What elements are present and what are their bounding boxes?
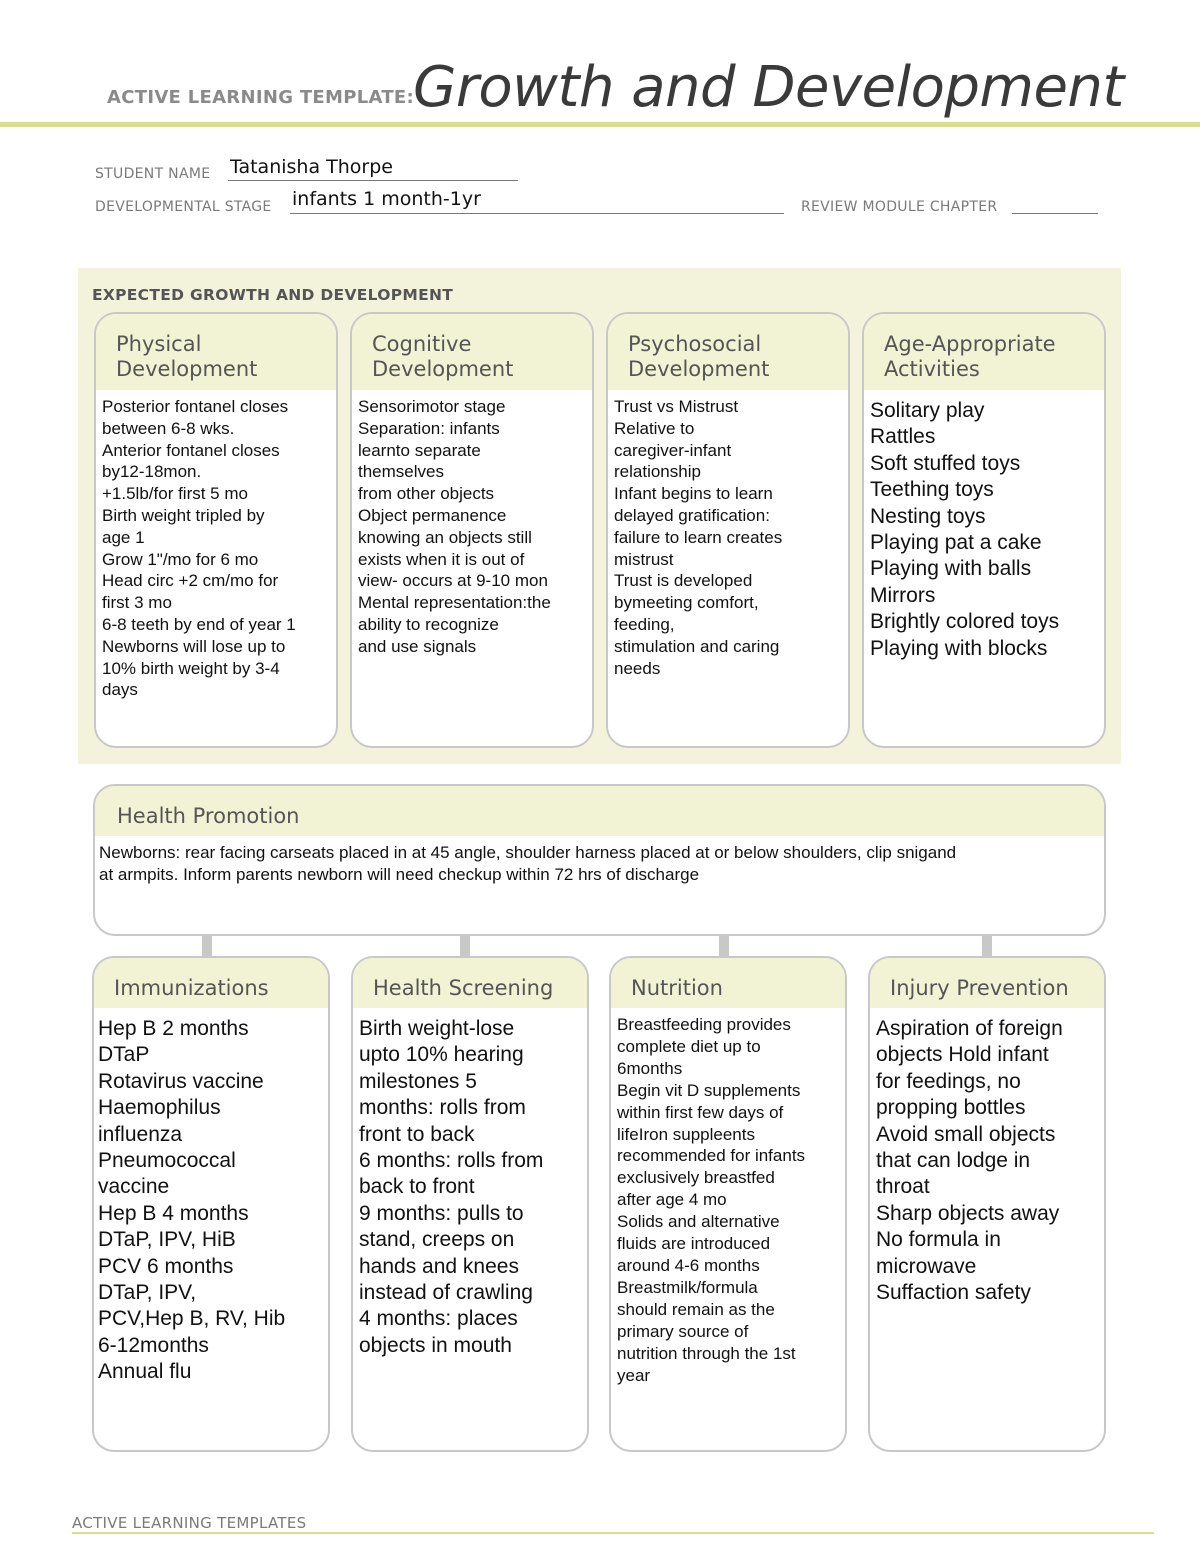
expected-growth-title: EXPECTED GROWTH AND DEVELOPMENT [92,286,454,304]
physical-development-text[interactable]: Posterior fontanel closes between 6-8 wks. Anterior fontanel closes by12-18mon. +1.5lb/for first 5 mo Birth weight tripled by age 1 Grow 1"/mo for 6 mo Head circ +2 cm/mo for first 3 mo 6-8 teeth by end of year 1 Newborns will lose up to 10% birth weight by 3-4 days [102,397,296,700]
header-divider [0,122,1200,127]
nutrition-text[interactable]: Breastfeeding provides complete diet up to 6months Begin vit D supplements within first few days of lifeIron suppleents recommended for infants exclusively breastfed after age 4 mo Solids and alternative fluids are introduced around 4-6 months Breastmilk/formula should remain as the primary source of nutrition through the 1st year [617,1015,806,1385]
health-screening-heading: Health Screening [353,958,587,1008]
nutrition-card [609,956,847,1452]
injury-prevention-text[interactable]: Aspiration of foreign objects Hold infant for feedings, no propping bottles Avoid small objects that can lodge in throat Sharp objects away No formula in microwave Suffaction safety [876,1017,1063,1305]
health-promotion-heading: Health Promotion [95,786,1104,836]
health-screening-text[interactable]: Birth weight-lose upto 10% hearing milestones 5 months: rolls from front to back 6 months: rolls from back to front 9 months: pulls to stand, creeps on hands and knees instead of crawling 4 months: places objects in mouth [359,1017,544,1357]
developmental-stage-line [290,213,784,214]
student-name-label: STUDENT NAME [95,166,211,182]
footer-divider [72,1532,1154,1534]
developmental-stage-field[interactable]: infants 1 month-1yr [292,188,481,210]
template-label: ACTIVE LEARNING TEMPLATE: [107,87,414,108]
psychosocial-development-text[interactable]: Trust vs Mistrust Relative to caregiver-infant relationship Infant begins to learn delayed gratification: failure to learn creates mistrust Trust is developed bymeeting comfort, feeding, stimulation and caring needs [614,397,783,678]
cognitive-development-text[interactable]: Sensorimotor stage Separation: infants learnto separate themselves from other objects Object permanence knowing an objects still exists when it is out of view- occurs at 9-10 mon Mental representation:the ability to recognize and use signals [358,397,551,656]
review-module-chapter-label: REVIEW MODULE CHAPTER [801,199,998,215]
developmental-stage-label: DEVELOPMENTAL STAGE [95,199,272,215]
health-screening-card [351,956,589,1452]
injury-prevention-heading: Injury Prevention [870,958,1104,1008]
age-appropriate-activities-card [862,312,1106,748]
health-promotion-card [93,784,1106,936]
immunizations-card [92,956,330,1452]
injury-prevention-card [868,956,1106,1452]
student-name-field[interactable]: Tatanisha Thorpe [230,156,393,178]
physical-development-card [94,312,338,748]
cognitive-development-heading: Cognitive Development [352,314,592,390]
psychosocial-development-heading: Psychosocial Development [608,314,848,390]
connector-injury-prevention [982,936,992,958]
student-name-line [228,180,518,181]
cognitive-development-card [350,312,594,748]
connector-health-screening [460,936,470,958]
review-module-chapter-field[interactable] [1012,213,1098,214]
connector-immunizations [202,936,212,958]
immunizations-heading: Immunizations [94,958,328,1008]
page-title: Growth and Development [413,55,1124,120]
footer-label: ACTIVE LEARNING TEMPLATES [72,1514,307,1532]
immunizations-text[interactable]: Hep B 2 months DTaP Rotavirus vaccine Haemophilus influenza Pneumococcal vaccine Hep B 4 months DTaP, IPV, HiB PCV 6 months DTaP, IPV, PCV,Hep B, RV, Hib 6-12months Annual flu [98,1017,286,1384]
age-appropriate-activities-heading: Age-Appropriate Activities [864,314,1104,390]
connector-nutrition [719,936,729,958]
physical-development-heading: Physical Development [96,314,336,390]
age-appropriate-activities-text[interactable]: Solitary play Rattles Soft stuffed toys Teething toys Nesting toys Playing pat a cake Playing with balls Mirrors Brightly colored toys Playing with blocks [870,399,1060,660]
psychosocial-development-card [606,312,850,748]
nutrition-heading: Nutrition [611,958,845,1008]
health-promotion-text[interactable]: Newborns: rear facing carseats placed in at 45 angle, shoulder harness placed at or below shoulders, clip snigand at armpits. Inform parents newborn will need checkup within 72 hrs of discharge [99,843,957,884]
